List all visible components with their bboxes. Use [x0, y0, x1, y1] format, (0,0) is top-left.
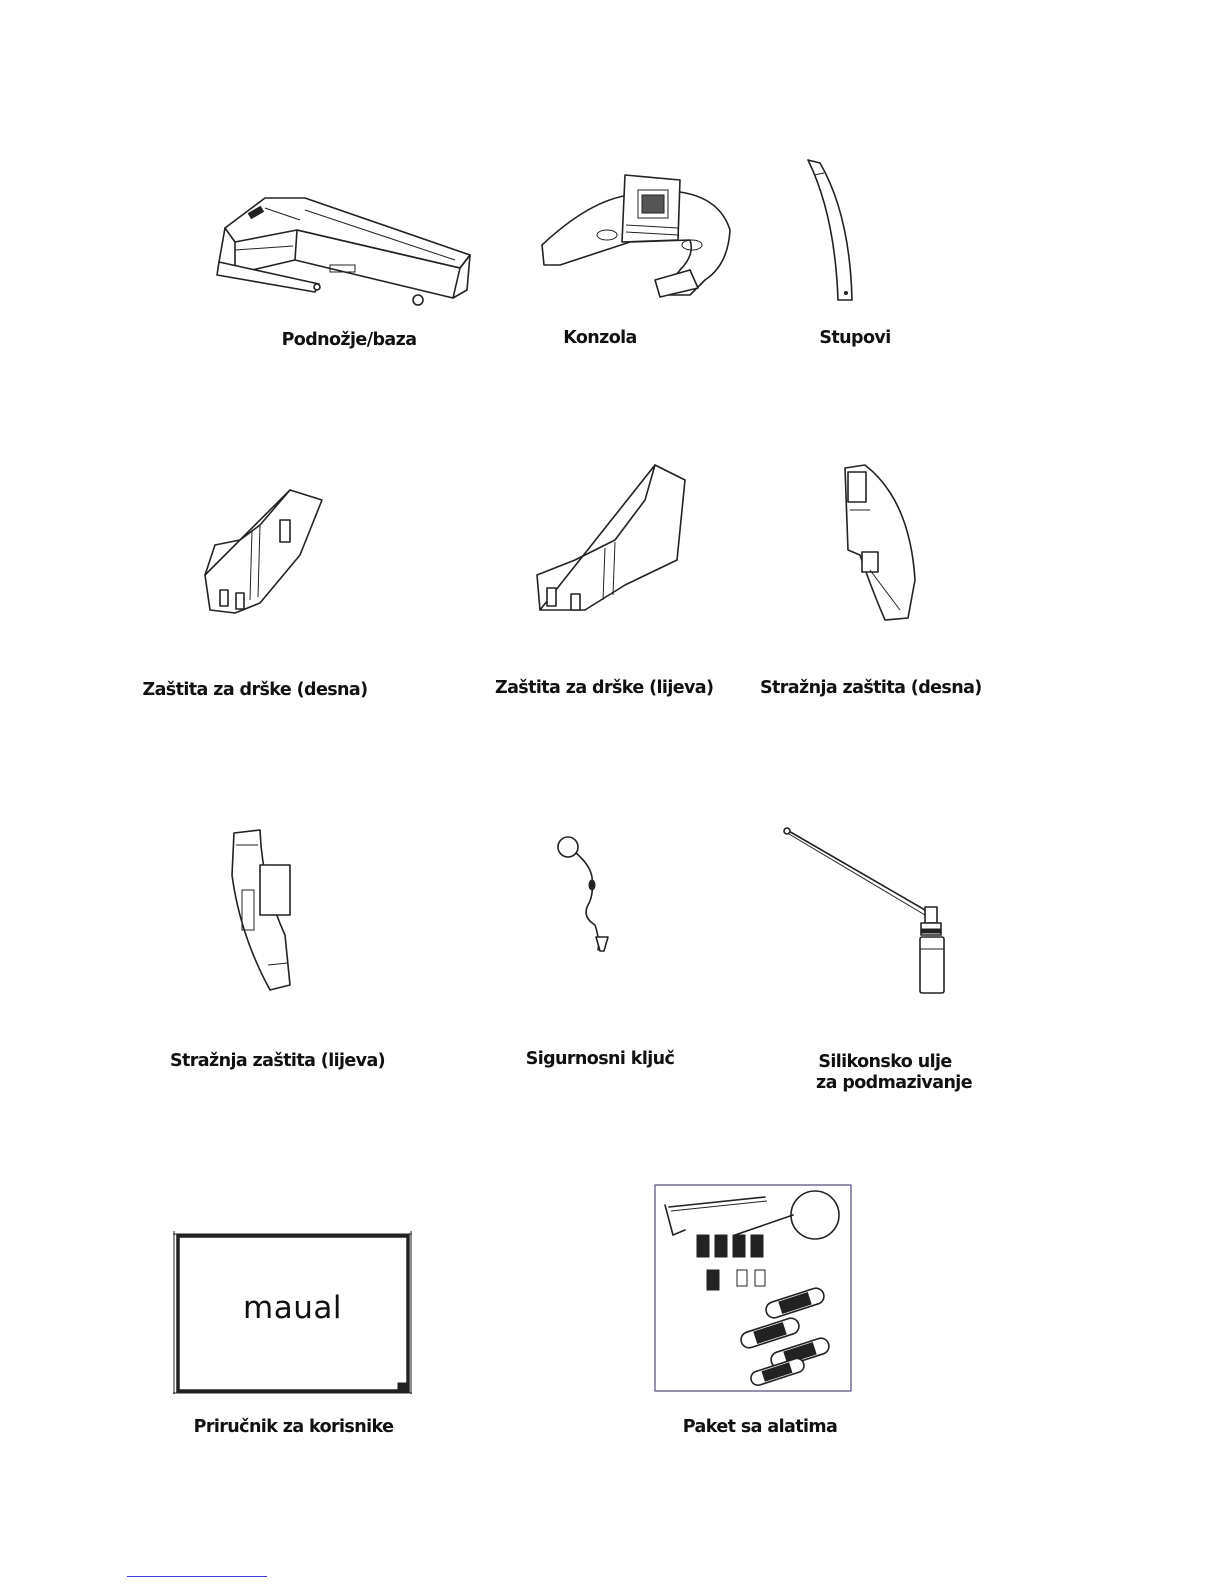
part-label: Priručnik za korisnike: [193, 1417, 394, 1437]
tool-kit-illustration: [655, 1185, 855, 1395]
part-label: Paket sa alatima: [682, 1417, 838, 1437]
part-rear-guard-right: [760, 460, 980, 700]
part-handle-guard-right: [140, 485, 370, 705]
part-label-line2: za podmazivanje: [816, 1073, 972, 1093]
part-safety-key: [520, 825, 680, 1075]
handle-guard-right-illustration: [140, 485, 370, 625]
part-rear-guard-left: [170, 825, 385, 1080]
part-console: [530, 170, 735, 348]
part-label: Konzola: [563, 328, 637, 348]
part-label: Stupovi: [819, 328, 891, 348]
rear-guard-right-illustration: [760, 460, 980, 630]
part-label: Stražnja zaštita (desna): [760, 678, 982, 698]
part-label: Zaštita za drške (lijeva): [495, 678, 714, 698]
part-base: [205, 180, 485, 350]
part-tool-kit: [655, 1185, 855, 1447]
handle-guard-left-illustration: [495, 460, 705, 620]
part-silicone-oil: [775, 825, 975, 1095]
part-handle-guard-left: [495, 460, 714, 700]
console-illustration: [530, 170, 735, 310]
manual-cover-text: maual: [243, 1290, 342, 1326]
silicone-oil-illustration: [775, 825, 975, 1005]
footnote-separator: [127, 1576, 267, 1577]
treadmill-base-illustration: [205, 180, 485, 320]
part-user-manual: [170, 1228, 415, 1448]
part-label: Sigurnosni ključ: [525, 1049, 675, 1069]
part-label: Podnožje/baza: [281, 330, 417, 350]
part-label: Zaštita za drške (desna): [142, 680, 368, 700]
part-label-line1: Silikonsko ulje: [818, 1052, 952, 1072]
rear-guard-left-illustration: [170, 825, 385, 995]
part-label: Stražnja zaštita (lijeva): [170, 1051, 386, 1071]
column-illustration: [790, 155, 910, 305]
safety-key-illustration: [520, 825, 680, 965]
part-columns: [790, 155, 910, 355]
